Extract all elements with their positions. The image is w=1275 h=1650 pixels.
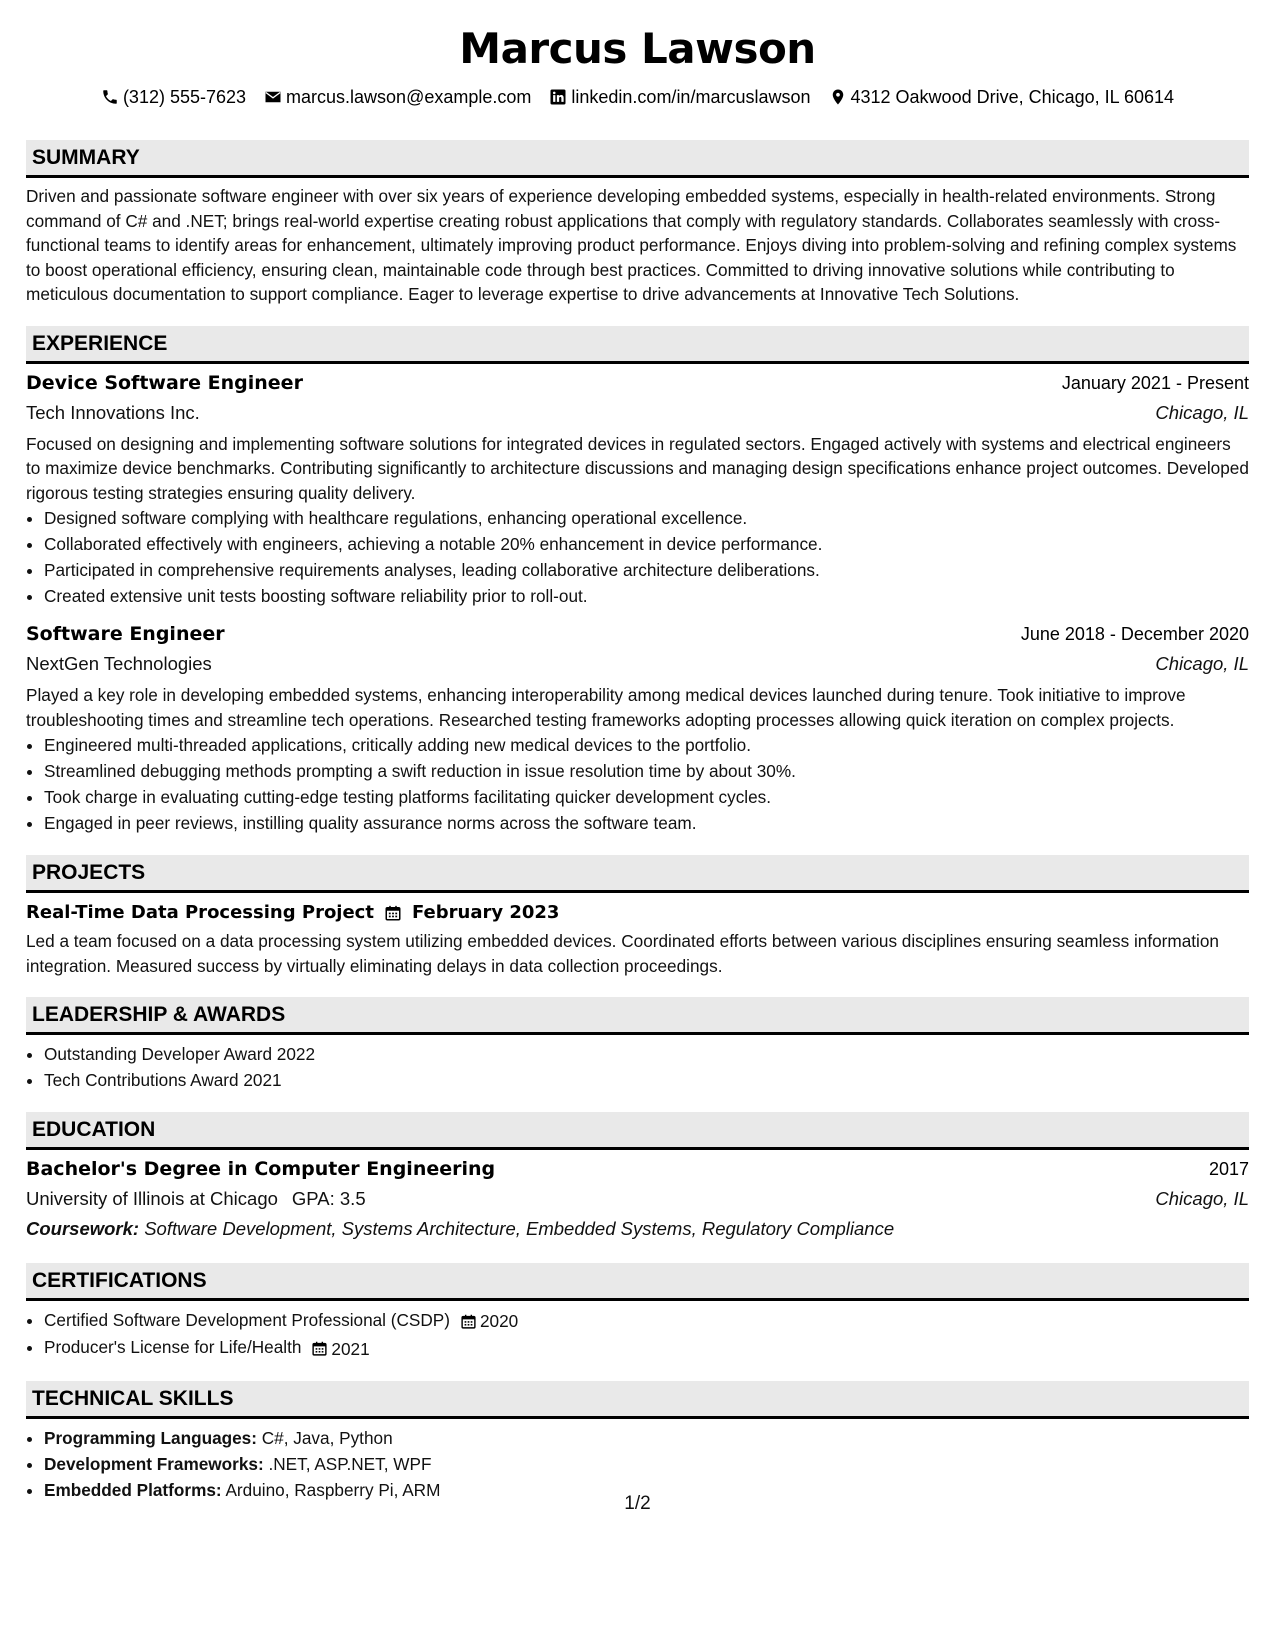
job-title: Device Software Engineer <box>26 371 303 394</box>
list-item: • Tech Contributions Award 2021 <box>44 1067 1249 1093</box>
certifications-list <box>26 1307 1249 1362</box>
coursework-line <box>26 1214 1249 1244</box>
awards-list <box>26 1041 1249 1093</box>
list-item: • Designed software complying with healthcare regulations, enhancing operational excellence. <box>44 505 1249 531</box>
job-bullets <box>26 505 1249 609</box>
list-item: • Outstanding Developer Award 2022 <box>44 1041 1249 1067</box>
contact-linkedin[interactable] <box>549 86 810 108</box>
school-location: Chicago, IL <box>1155 1188 1249 1209</box>
project-description: Led a team focused on a data processing system utilizing embedded devices. Coordinated efforts between various disciplines ensuring seamless information integration. Measured success by virtually eliminating delays in data collection proceedings. <box>26 931 1219 976</box>
list-item <box>44 1334 1249 1361</box>
section-heading-summary: SUMMARY <box>26 140 1249 178</box>
section-heading-projects: PROJECTS <box>26 855 1249 893</box>
calendar-icon <box>311 1340 328 1357</box>
certification-name: Certified Software Development Professional (CSDP) <box>44 1310 450 1330</box>
degree-title: Bachelor's Degree in Computer Engineering <box>26 1158 496 1180</box>
certification-date <box>460 1308 518 1334</box>
coursework-label: Coursework: <box>26 1218 140 1239</box>
gpa: GPA: 3.5 <box>291 1188 366 1209</box>
skills-list <box>26 1425 1249 1503</box>
job-description: Played a key role in developing embedded systems, enhancing interoperability among medical devices launched during tenure. Took initiative to improve troubleshooting times and streamline tech operations. Researched testing frameworks adopting processes allowing quick iteration on complex projects. <box>26 685 1186 730</box>
skill-values: Arduino, Raspberry Pi, ARM <box>225 1479 441 1500</box>
project-title: Real-Time Data Processing Project <box>26 902 374 923</box>
list-item <box>44 1451 1249 1477</box>
skill-category: Development Frameworks: <box>44 1453 264 1474</box>
section-heading-awards: LEADERSHIP & AWARDS <box>26 997 1249 1035</box>
certification-year: 2021 <box>331 1338 370 1359</box>
certification-year: 2020 <box>479 1311 519 1332</box>
summary-text: Driven and passionate software engineer with over six years of experience developing embedded systems, especially in health-related environments. Strong command of C# and .NET; brings real-world expertise creating robust applications that comply with regulatory standards. Collaborates seamlessly with cross-functional teams to identify areas for enhancement, ultimately improving product performance. Enjoys diving into problem-solving and refining complex systems to boost operational efficiency, ensuring clean, maintainable code through best practices. Committed to driving innovative solutions while contributing to meticulous documentation to support compliance. Eager to leverage expertise to drive advancements at Innovative Tech Solutions. <box>26 186 1237 304</box>
graduation-year: 2017 <box>1208 1159 1249 1179</box>
section-heading-experience: EXPERIENCE <box>26 326 1249 364</box>
email-link[interactable]: marcus.lawson@example.com <box>286 87 532 107</box>
school-name: University of Illinois at Chicago <box>26 1188 278 1209</box>
job-description: Focused on designing and implementing software solutions for integrated devices in regulated sectors. Engaged actively with systems and electrical engineers to maximize device benchmarks. Contributing significantly to architecture discussions and managing design specifications enhance project outcomes. Developed rigorous testing strategies ensuring quality delivery. <box>26 433 1249 503</box>
linkedin-icon <box>549 88 567 106</box>
list-item: • Took charge in evaluating cutting-edge testing platforms facilitating quicker development cycles. <box>44 784 1249 810</box>
project-entry <box>26 899 1249 978</box>
page-number: 1/2 <box>624 1493 651 1514</box>
project-date: February 2023 <box>411 902 560 923</box>
list-item <box>44 1425 1249 1451</box>
job-title: Software Engineer <box>26 623 225 645</box>
candidate-name: Marcus Lawson <box>459 24 816 73</box>
address-text: 4312 Oakwood Drive, Chicago, IL 60614 <box>850 87 1175 107</box>
contact-bar <box>26 86 1249 108</box>
coursework-list: Software Development, Systems Architecture, Embedded Systems, Regulatory Compliance <box>144 1218 895 1239</box>
list-item: • Created extensive unit tests boosting software reliability prior to roll-out. <box>44 583 1249 609</box>
calendar-icon <box>384 904 402 922</box>
contact-address <box>829 86 1175 108</box>
certification-name: Producer's License for Life/Health <box>44 1337 302 1358</box>
map-pin-icon <box>829 88 847 106</box>
envelope-icon <box>264 88 282 106</box>
list-item: • Engaged in peer reviews, instilling quality assurance norms across the software team. <box>44 810 1249 836</box>
job-dates: January 2021 - Present <box>1061 372 1249 393</box>
job-location: Chicago, IL <box>1155 401 1249 423</box>
skill-category: Embedded Platforms: <box>44 1479 222 1500</box>
section-heading-certifications: CERTIFICATIONS <box>26 1263 1249 1301</box>
job-entry <box>26 619 1249 836</box>
phone-text: (312) 555-7623 <box>122 87 247 107</box>
company-name: NextGen Technologies <box>26 653 212 674</box>
job-location: Chicago, IL <box>1155 653 1249 674</box>
list-item <box>44 1307 1249 1334</box>
job-dates: June 2018 - December 2020 <box>1020 624 1249 644</box>
list-item: • Streamlined debugging methods prompting a swift reduction in issue resolution time by about 30%. <box>44 758 1249 784</box>
phone-icon <box>101 88 119 106</box>
skill-values: .NET, ASP.NET, WPF <box>268 1453 432 1474</box>
education-entry <box>26 1154 1249 1244</box>
job-bullets <box>26 732 1249 836</box>
skill-category: Programming Languages: <box>44 1427 257 1448</box>
company-name: Tech Innovations Inc. <box>26 401 200 423</box>
certification-date <box>311 1336 369 1362</box>
section-heading-education: EDUCATION <box>26 1112 1249 1150</box>
contact-phone <box>101 86 246 108</box>
list-item: • Collaborated effectively with engineers, achieving a notable 20% enhancement in device performance. <box>44 531 1249 557</box>
section-heading-skills: TECHNICAL SKILLS <box>26 1381 1249 1419</box>
job-entry <box>26 368 1249 610</box>
school-line <box>26 1185 366 1213</box>
list-item: • Participated in comprehensive requirements analyses, leading collaborative architecture deliberations. <box>44 557 1249 583</box>
linkedin-link[interactable]: linkedin.com/in/marcuslawson <box>571 87 811 107</box>
list-item: • Engineered multi-threaded applications, critically adding new medical devices to the portfolio. <box>44 732 1249 758</box>
contact-email[interactable] <box>264 86 531 108</box>
skill-values: C#, Java, Python <box>261 1427 393 1448</box>
calendar-icon <box>460 1313 477 1330</box>
